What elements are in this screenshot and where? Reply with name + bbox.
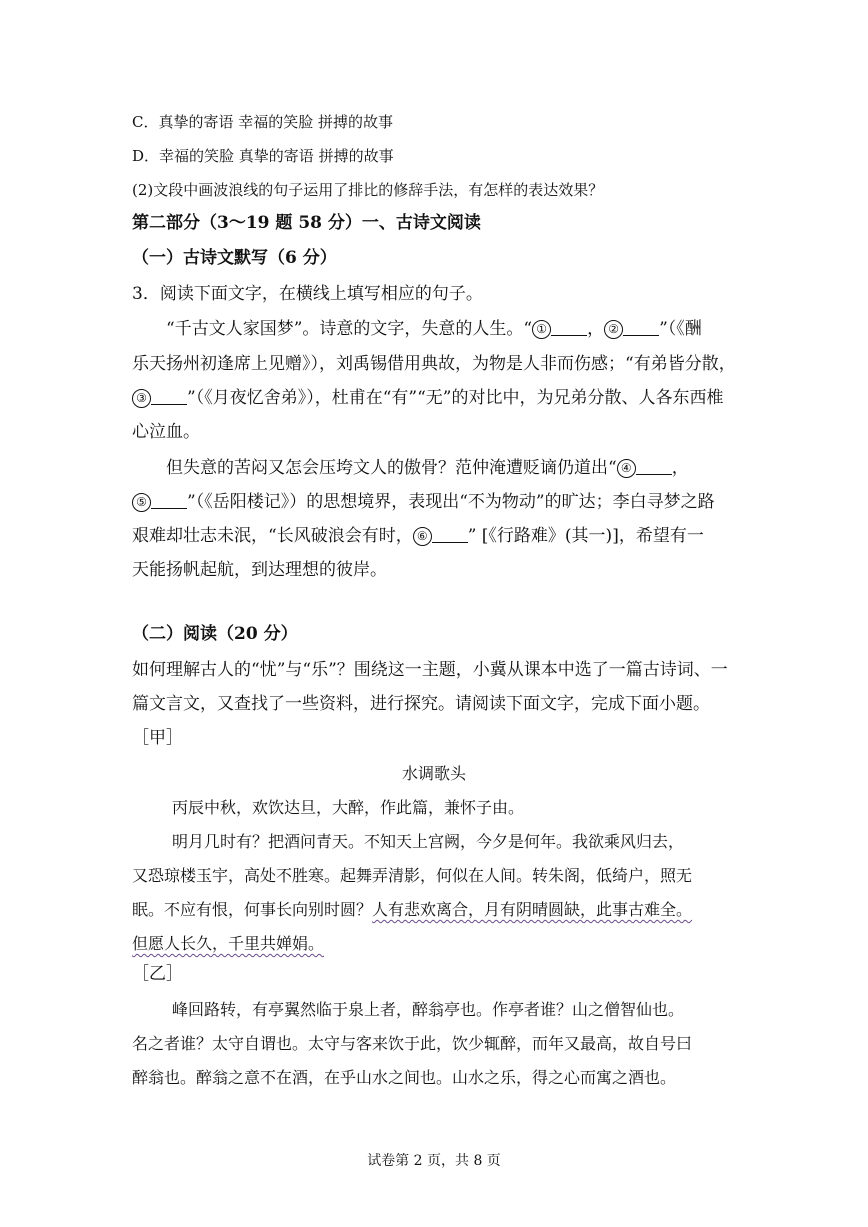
wavy-sentence-1: 人有悲欢离合，月有阴晴圆缺，此事古难全。 <box>372 900 693 919</box>
q3-stem: 3．阅读下面文字，在横线上填写相应的句子。 <box>132 284 483 304</box>
blank-5[interactable] <box>151 494 187 509</box>
poem-preface: 丙辰中秋，欢饮达旦，大醉，作此篇，兼怀子由。 <box>172 798 525 817</box>
prose-line3: 醉翁也。醉翁之意不在酒，在乎山水之间也。山水之乐，得之心而寓之酒也。 <box>132 1068 677 1087</box>
section2-heading: （二）阅读（20 分） <box>132 624 298 644</box>
section1-heading: （一）古诗文默写（6 分） <box>132 248 337 268</box>
poem-line4 <box>132 934 324 954</box>
blank-6[interactable] <box>432 528 468 543</box>
blank-2[interactable] <box>623 321 659 336</box>
option-d: D．幸福的笑脸 真挚的寄语 拼搏的故事 <box>132 147 394 165</box>
prose-line1: 峰回路转，有亭翼然临于泉上者，醉翁亭也。作亭者谁？山之僧智仙也。 <box>172 1000 685 1019</box>
para1-line2: 乐天扬州初逢席上见赠》），刘禹锡借用典故，为物是人非而伤感；“有弟皆分散， <box>132 354 736 374</box>
sub-question-2: (2)文段中画波浪线的句子运用了排比的修辞手法，有怎样的表达效果？ <box>132 181 604 199</box>
page-footer: 试卷第 2 页，共 8 页 <box>367 1153 501 1169</box>
marker-5: ⑤ <box>132 493 151 512</box>
part2-heading: 第二部分（3～19 题 58 分）一、古诗文阅读 <box>132 213 481 233</box>
prose-line2: 名之者谁？太守自谓也。太守与客来饮于此，饮少辄醉，而年又最高，故自号曰 <box>132 1034 693 1053</box>
intro-line2: 篇文言文，又查找了一些资料，进行探究。请阅读下面文字，完成下面小题。 <box>132 694 710 714</box>
blank-3[interactable] <box>151 390 187 405</box>
blank-4[interactable] <box>636 460 672 475</box>
poem-line2: 又恐琼楼玉宇，高处不胜寒。起舞弄清影，何似在人间。转朱阁，低绮户，照无 <box>132 866 693 885</box>
para2-line4: 天能扬帆起航，到达理想的彼岸。 <box>132 560 387 580</box>
label-jia: ［甲］ <box>132 728 183 748</box>
label-yi: ［乙］ <box>132 964 183 984</box>
marker-6: ⑥ <box>413 527 432 546</box>
option-c: C．真挚的寄语 幸福的笑脸 拼搏的故事 <box>132 113 394 131</box>
marker-1: ① <box>532 320 551 339</box>
wavy-sentence-2: 但愿人长久，千里共婵娟。 <box>132 934 325 953</box>
para1-line3: ③ ”（《月夜忆舍弟》），杜甫在“有”“无”的对比中，为兄弟分散、人各东西椎 <box>132 388 723 408</box>
poem-line3: 眠。不应有恨，何事长向别时圆？人有悲欢离合，月有阴晴圆缺，此事古难全。 <box>132 900 693 919</box>
marker-4: ④ <box>617 459 636 478</box>
para2-line2: ⑤ ”（《岳阳楼记》）的思想境界，表现出“不为物动”的旷达；李白寻梦之路 <box>132 492 715 512</box>
marker-3: ③ <box>132 389 151 408</box>
para1-line1: “千古文人家国梦”。诗意的文字，失意的人生。“ ① ， ② ”（《酬 <box>166 319 702 339</box>
marker-2: ② <box>604 320 623 339</box>
para2-line3: 艰难却壮志未泯，“长风破浪会有时， ⑥ ” [《行路难》(其一)]，希望有一 <box>132 526 704 546</box>
para1-line4: 心泣血。 <box>132 422 200 442</box>
para2-line1: 但失意的苦闷又怎会压垮文人的傲骨？范仲淹遭贬谪仍道出“ ④ ， <box>166 458 689 478</box>
blank-1[interactable] <box>551 321 587 336</box>
intro-line1: 如何理解古人的“忧”与“乐”？围绕这一主题，小冀从课本中选了一篇古诗词、一 <box>132 660 728 680</box>
poem-line1: 明月几时有？把酒问青天。不知天上宫阙，今夕是何年。我欲乘风归去， <box>172 832 685 851</box>
poem-title: 水调歌头 <box>401 764 466 783</box>
